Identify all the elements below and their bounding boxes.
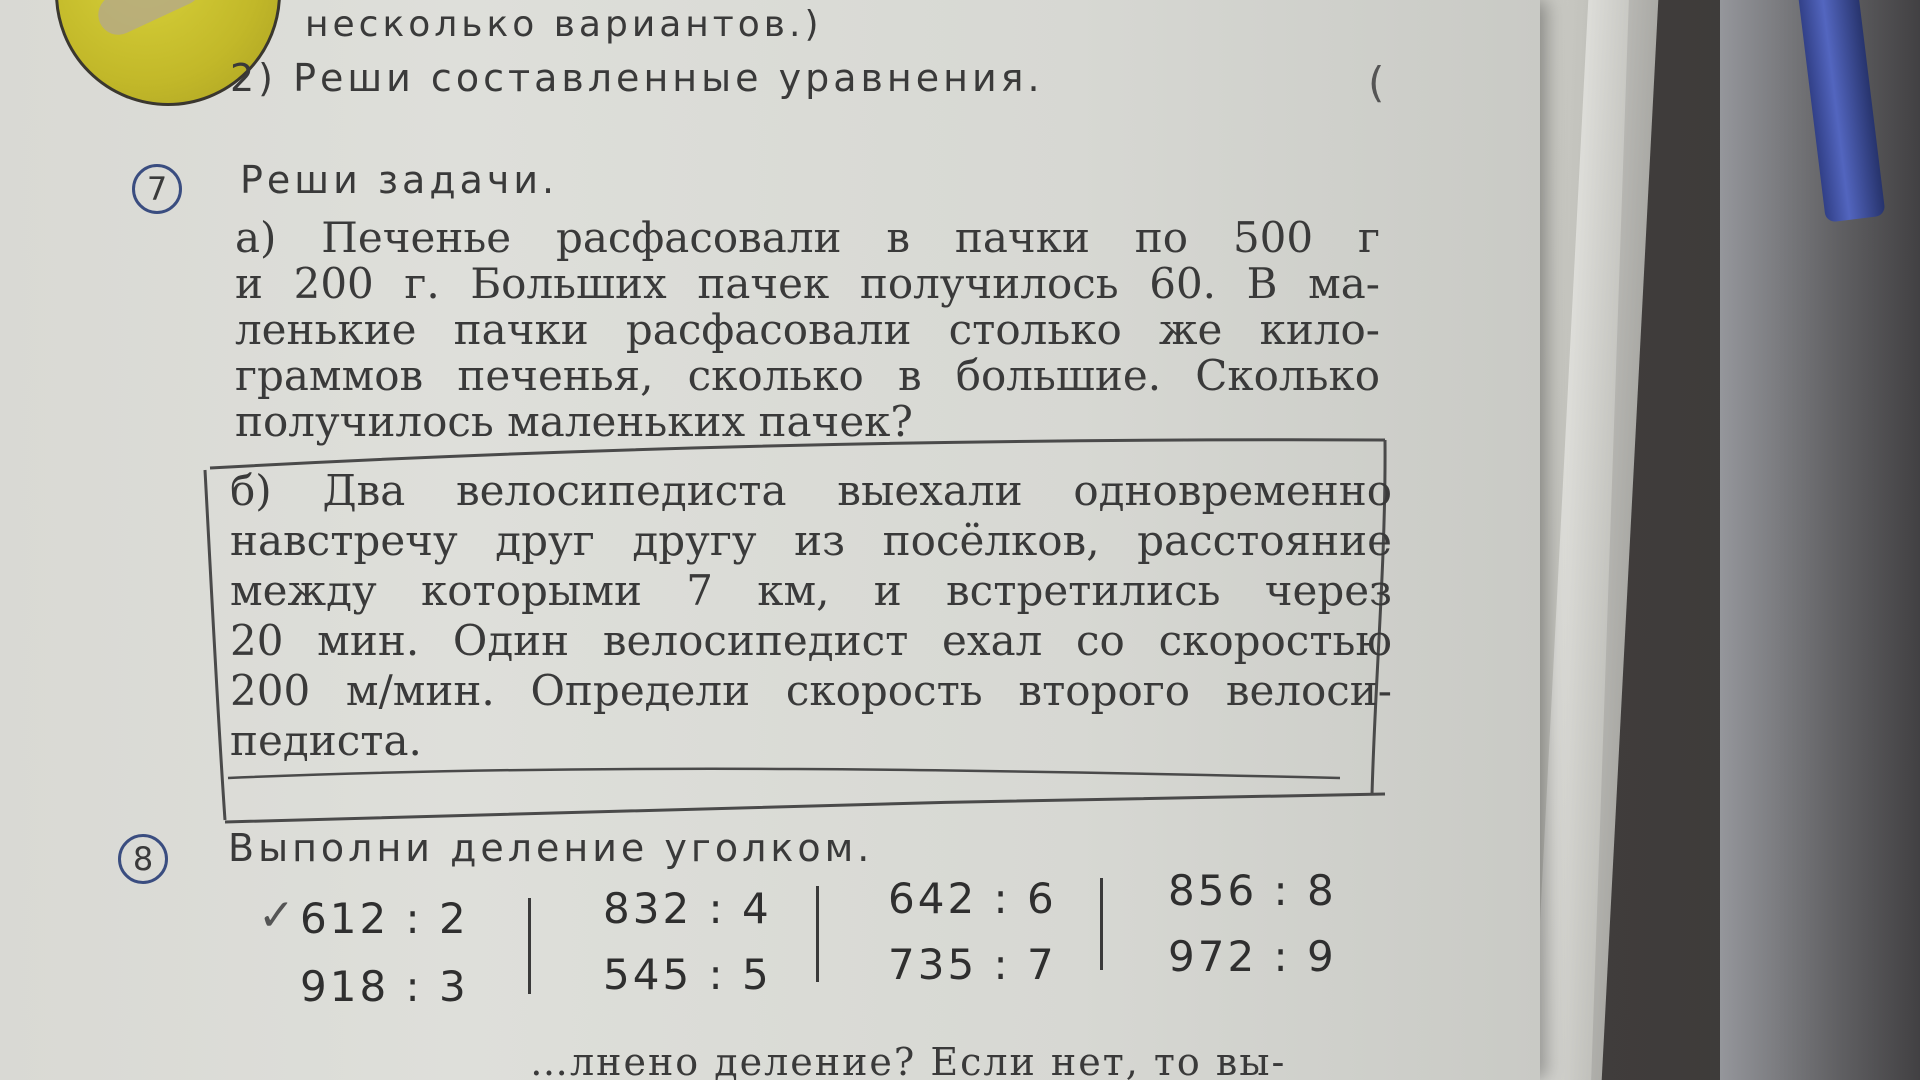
problem-b-line: между которыми 7 км, и встретились через xyxy=(230,566,1392,615)
task-7-heading: Реши задачи. xyxy=(240,158,559,202)
division-exercise: 832 : 4 xyxy=(603,884,772,933)
check-mark: ✓ xyxy=(258,890,298,941)
problem-b-line: педиста. xyxy=(230,716,422,765)
division-exercise: 735 : 7 xyxy=(888,940,1057,989)
problem-a-line: получилось маленьких пачек? xyxy=(235,397,913,446)
problem-a-line: а) Печенье расфасовали в пачки по 500 г xyxy=(235,213,1380,262)
task-8-heading: Выполни деление уголком. xyxy=(228,826,874,870)
division-exercise: 612 : 2 xyxy=(300,894,469,943)
intro-line-2: 2) Реши составленные уравнения. xyxy=(230,56,1044,100)
column-separator xyxy=(816,886,819,982)
problem-a-line: и 200 г. Больших пачек получилось 60. В ма- xyxy=(235,259,1380,308)
division-exercise: 642 : 6 xyxy=(888,874,1057,923)
division-exercise: 545 : 5 xyxy=(603,950,772,999)
division-exercise: 972 : 9 xyxy=(1168,932,1337,981)
problem-a-line: граммов печенья, сколько в большие. Сколько xyxy=(235,351,1380,400)
division-exercise: 856 : 8 xyxy=(1168,866,1337,915)
column-separator xyxy=(1100,878,1103,970)
problem-b-line: 20 мин. Один велосипедист ехал со скоростью xyxy=(230,616,1392,665)
column-separator xyxy=(528,898,531,994)
problem-b-line: 200 м/мин. Определи скорость второго велоси- xyxy=(230,666,1392,715)
intro-line-1: несколько вариантов.) xyxy=(305,4,823,45)
task-7-number: 7 xyxy=(132,164,182,214)
task-8-number: 8 xyxy=(118,834,168,884)
problem-a-line: ленькие пачки расфасовали столько же кило- xyxy=(235,305,1380,354)
problem-b-line: навстречу друг другу из посёлков, расстояние xyxy=(230,516,1392,565)
bottom-cut-line: …лнено деление? Если нет, то вы- xyxy=(530,1040,1287,1080)
division-exercise: 918 : 3 xyxy=(300,962,469,1011)
problem-b xyxy=(230,466,1392,766)
margin-mark: ( xyxy=(1368,58,1385,107)
problem-b-line: б) Два велосипедиста выехали одновременно xyxy=(230,466,1392,515)
